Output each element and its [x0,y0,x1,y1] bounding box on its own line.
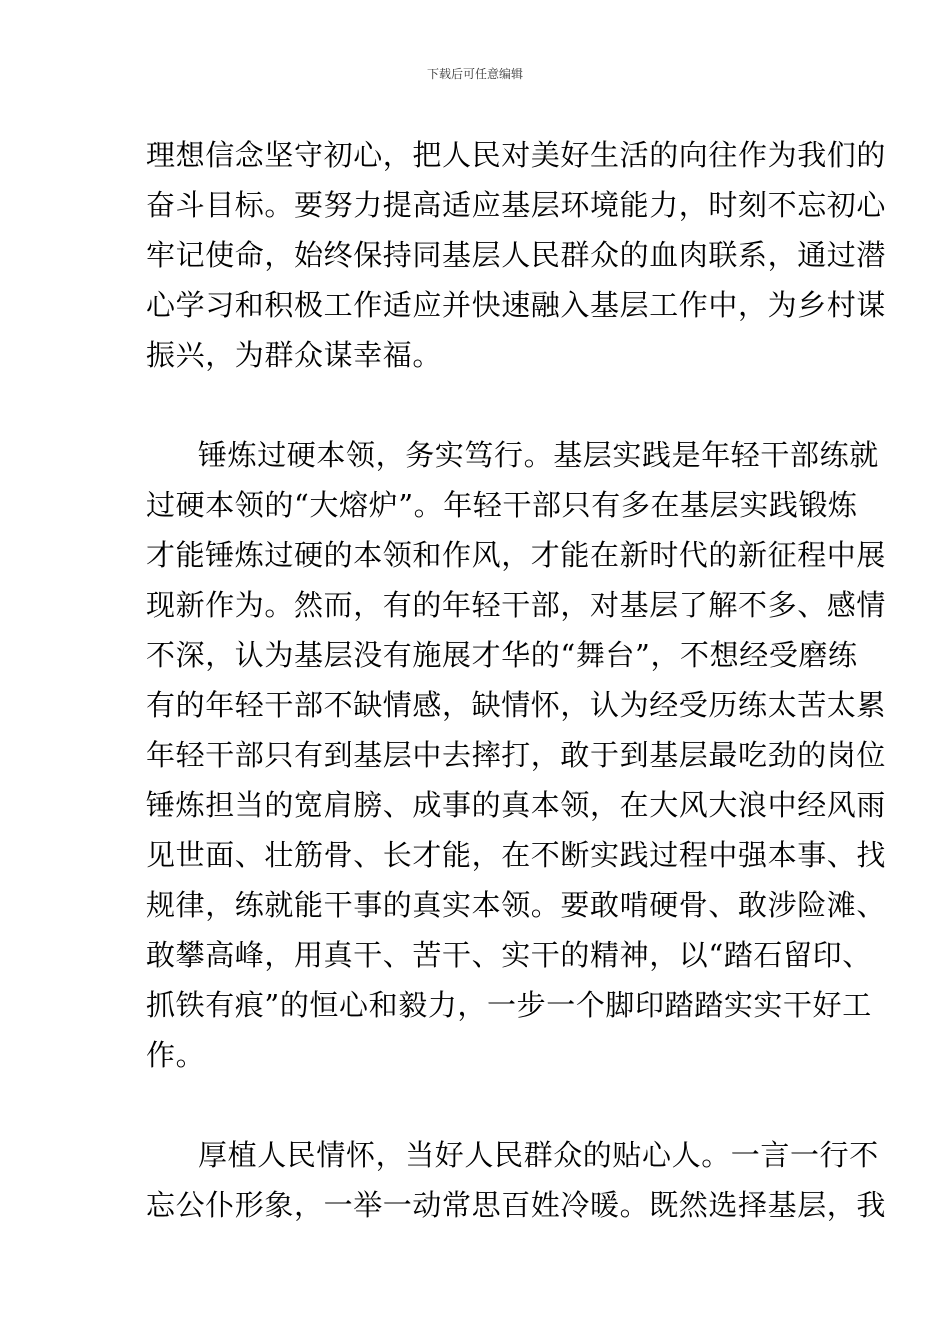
paragraph-2 [146,430,887,1080]
paragraph-3 [146,1130,887,1230]
text-line: 抓铁有痕”的恒心和毅力，一步一个脚印踏踏实实干好工 [146,988,872,1022]
text-line: 奋斗目标。要努力提高适应基层环境能力，时刻不忘初心 [146,188,887,222]
text-line: 作。 [146,1038,206,1072]
text-line: 锤炼过硬本领，务实笃行。基层实践是年轻干部练就 [198,438,879,472]
text-line: 锤炼担当的宽肩膀、成事的真本领，在大风大浪中经风雨 [146,788,887,822]
text-line: 不深，认为基层没有施展才华的“舞台”，不想经受磨练 [146,638,858,672]
text-line: 心学习和积极工作适应并快速融入基层工作中，为乡村谋 [146,288,887,322]
text-line: 现新作为。然而，有的年轻干部，对基层了解不多、感情 [146,588,887,622]
paragraph-spacer [146,380,808,430]
text-line: 厚植人民情怀，当好人民群众的贴心人。一言一行不 [198,1138,879,1172]
text-line: 年轻干部只有到基层中去摔打，敢于到基层最吃劲的岗位 [146,738,887,772]
paragraph-spacer [146,1080,808,1130]
text-line: 规律，练就能干事的真实本领。要敢啃硬骨、敢涉险滩、 [146,888,887,922]
text-line: 牢记使命，始终保持同基层人民群众的血肉联系，通过潜 [146,238,887,272]
paragraph-1 [146,130,887,380]
text-line: 有的年轻干部不缺情感，缺情怀，认为经受历练太苦太累 [146,688,887,722]
text-line: 振兴，为群众谋幸福。 [146,338,443,372]
text-line: 理想信念坚守初心，把人民对美好生活的向往作为我们的 [146,138,887,172]
text-line: 忘公仆形象，一举一动常思百姓冷暖。既然选择基层，我 [146,1188,887,1222]
page-header: 下载后可任意编辑 [426,67,523,81]
text-line: 才能锤炼过硬的本领和作风，才能在新时代的新征程中展 [146,538,887,572]
document-body [146,130,887,1230]
text-line: 见世面、壮筋骨、长才能，在不断实践过程中强本事、找 [146,838,887,872]
text-line: 敢攀高峰，用真干、苦干、实干的精神，以“踏石留印、 [146,938,872,972]
text-line: 过硬本领的“大熔炉”。年轻干部只有多在基层实践锻炼 [146,488,858,522]
